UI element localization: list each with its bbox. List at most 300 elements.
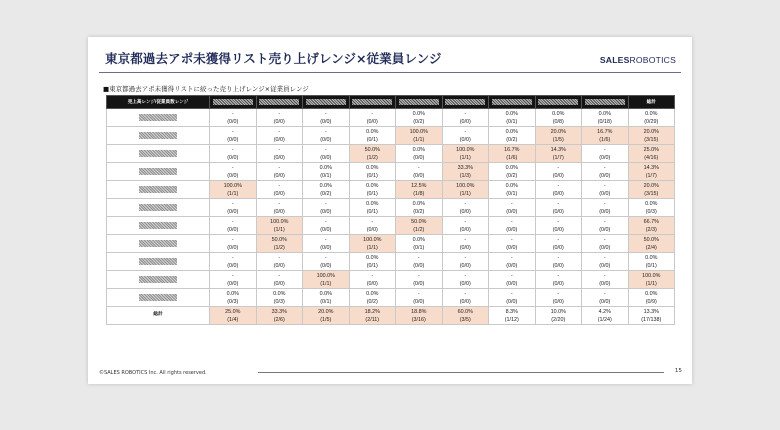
table-cell — [256, 109, 303, 127]
count-value: (3/16) — [411, 316, 426, 323]
count-value: (0/0) — [413, 154, 425, 161]
rate-value: 0.0% — [645, 290, 658, 297]
count-value: (0/1) — [506, 118, 518, 125]
rate-value: - — [557, 182, 560, 189]
table-cell — [349, 145, 396, 163]
rate-value: - — [510, 236, 513, 243]
row-label-masked — [107, 289, 210, 307]
count-value: (0/1) — [366, 190, 378, 197]
footer-divider — [258, 372, 664, 373]
table-cell — [396, 127, 443, 145]
count-value: (0/0) — [227, 208, 239, 215]
table-cell — [256, 253, 303, 271]
table-cell — [442, 199, 489, 217]
count-value: (2/20) — [551, 316, 566, 323]
rate-value: - — [324, 128, 327, 135]
column-header-total: 総計 — [628, 96, 675, 109]
count-value: (0/0) — [552, 298, 564, 305]
redacted-label — [213, 99, 253, 105]
count-value: (0/0) — [413, 262, 425, 269]
count-value: (0/18) — [597, 118, 612, 125]
row-label-masked — [107, 181, 210, 199]
table-cell — [489, 163, 536, 181]
row-label-masked — [107, 145, 210, 163]
table-cell — [535, 253, 582, 271]
count-value: (2/3) — [645, 226, 657, 233]
table-cell — [628, 307, 675, 325]
rate-value: - — [324, 146, 327, 153]
table-cell — [396, 109, 443, 127]
count-value: (0/0) — [227, 118, 239, 125]
table-cell — [210, 109, 257, 127]
table-cell — [349, 307, 396, 325]
count-value: (0/1) — [366, 262, 378, 269]
count-value: (1/7) — [552, 154, 564, 161]
rate-value: 100.0% — [316, 272, 335, 279]
table-cell — [210, 145, 257, 163]
table-cell — [442, 253, 489, 271]
rate-value: 0.0% — [505, 182, 518, 189]
table-row — [107, 289, 675, 307]
page-number: 15 — [674, 368, 682, 374]
table-cell — [535, 163, 582, 181]
table-row — [107, 253, 675, 271]
rate-value: - — [510, 290, 513, 297]
table-cell — [210, 199, 257, 217]
count-value: (0/0) — [599, 244, 611, 251]
table-cell — [303, 271, 350, 289]
table-cell — [210, 235, 257, 253]
table-cell — [628, 289, 675, 307]
table-cell — [582, 109, 629, 127]
table-cell — [489, 127, 536, 145]
rate-value: - — [557, 272, 560, 279]
rate-value: 0.0% — [319, 290, 332, 297]
rate-value: - — [464, 128, 467, 135]
rate-value: - — [510, 254, 513, 261]
count-value: (3/5) — [459, 316, 471, 323]
redacted-label — [538, 99, 578, 105]
count-value: (0/0) — [273, 208, 285, 215]
count-value: (0/2) — [366, 298, 378, 305]
count-value: (1/5) — [320, 316, 332, 323]
table-caption: ■東京都過去アポ未獲得リストに絞った売り上げレンジ×従業員レンジ — [103, 85, 309, 93]
rate-value: - — [603, 218, 606, 225]
count-value: (0/0) — [459, 208, 471, 215]
count-value: (0/2) — [506, 136, 518, 143]
table-cell — [628, 235, 675, 253]
rate-value: 0.0% — [319, 164, 332, 171]
rate-value: - — [557, 218, 560, 225]
rate-value: - — [231, 146, 234, 153]
table-cell — [396, 181, 443, 199]
table-cell — [349, 181, 396, 199]
table-cell — [582, 307, 629, 325]
count-value: (0/0) — [227, 244, 239, 251]
rate-value: - — [417, 164, 420, 171]
rate-value: 20.0% — [643, 182, 659, 189]
table-cell — [349, 217, 396, 235]
conversion-table — [106, 95, 675, 325]
table-cell — [303, 127, 350, 145]
rate-value: 20.0% — [550, 128, 566, 135]
table-row — [107, 181, 675, 199]
count-value: (0/0) — [599, 298, 611, 305]
table-cell — [349, 253, 396, 271]
count-value: (0/0) — [552, 226, 564, 233]
count-value: (0/0) — [320, 226, 332, 233]
table-body — [107, 109, 675, 325]
redacted-label — [139, 132, 177, 139]
rate-value: 0.0% — [412, 110, 425, 117]
table-cell — [349, 163, 396, 181]
rate-value: - — [324, 236, 327, 243]
table-cell — [210, 271, 257, 289]
rate-value: 0.0% — [645, 200, 658, 207]
rate-value: - — [510, 218, 513, 225]
rate-value: 12.5% — [411, 182, 427, 189]
row-label-masked — [107, 109, 210, 127]
count-value: (0/0) — [459, 244, 471, 251]
count-value: (2/4) — [645, 244, 657, 251]
count-value: (0/29) — [644, 118, 659, 125]
table-cell — [210, 217, 257, 235]
count-value: (0/1) — [366, 136, 378, 143]
table-cell — [489, 109, 536, 127]
table-cell — [442, 217, 489, 235]
column-header-masked — [349, 96, 396, 109]
table-cell — [256, 199, 303, 217]
count-value: (0/0) — [273, 118, 285, 125]
count-value: (3/15) — [644, 136, 659, 143]
rate-value: 0.0% — [366, 200, 379, 207]
table-cell — [582, 235, 629, 253]
table-cell — [303, 109, 350, 127]
rate-value: 0.0% — [366, 290, 379, 297]
count-value: (0/0) — [273, 172, 285, 179]
table-cell — [256, 235, 303, 253]
table-cell — [256, 127, 303, 145]
rate-value: 100.0% — [456, 182, 475, 189]
count-value: (0/0) — [552, 280, 564, 287]
table-cell — [489, 307, 536, 325]
table-cell — [256, 145, 303, 163]
table-cell — [303, 181, 350, 199]
count-value: (3/15) — [644, 190, 659, 197]
rate-value: 0.0% — [366, 164, 379, 171]
rate-value: - — [464, 218, 467, 225]
redacted-label — [139, 222, 177, 229]
table-cell — [396, 271, 443, 289]
rate-value: 100.0% — [223, 182, 242, 189]
redacted-label — [139, 240, 177, 247]
count-value: (0/3) — [273, 298, 285, 305]
row-label-masked — [107, 127, 210, 145]
rate-value: - — [278, 182, 281, 189]
table-cell — [349, 289, 396, 307]
rate-value: - — [603, 236, 606, 243]
count-value: (0/1) — [506, 190, 518, 197]
rate-value: - — [557, 236, 560, 243]
count-value: (1/1) — [413, 136, 425, 143]
column-header-masked — [256, 96, 303, 109]
table-cell — [628, 271, 675, 289]
table-cell — [396, 145, 443, 163]
redacted-label — [259, 99, 299, 105]
table-cell — [396, 199, 443, 217]
table-cell — [535, 181, 582, 199]
header-row — [107, 96, 675, 109]
redacted-label — [139, 204, 177, 211]
count-value: (0/0) — [459, 118, 471, 125]
count-value: (0/0) — [552, 244, 564, 251]
rate-value: 25.0% — [225, 308, 241, 315]
count-value: (0/0) — [320, 154, 332, 161]
count-value: (0/0) — [599, 280, 611, 287]
table-cell — [489, 199, 536, 217]
rate-value: 0.0% — [505, 110, 518, 117]
rate-value: - — [278, 164, 281, 171]
table-cell — [210, 127, 257, 145]
redacted-label — [139, 258, 177, 265]
redacted-label — [492, 99, 532, 105]
count-value: (0/0) — [506, 298, 518, 305]
rate-value: 0.0% — [273, 290, 286, 297]
table-cell — [628, 109, 675, 127]
count-value: (0/1) — [645, 262, 657, 269]
count-value: (0/0) — [506, 244, 518, 251]
count-value: (1/6) — [599, 136, 611, 143]
table-cell — [303, 163, 350, 181]
table-cell — [256, 217, 303, 235]
rate-value: 4.2% — [598, 308, 611, 315]
count-value: (0/3) — [227, 298, 239, 305]
table-row — [107, 163, 675, 181]
count-value: (1/3) — [459, 172, 471, 179]
table-cell — [535, 289, 582, 307]
rate-value: - — [324, 254, 327, 261]
count-value: (0/1) — [320, 172, 332, 179]
rate-value: - — [603, 182, 606, 189]
redacted-label — [139, 294, 177, 301]
table-cell — [442, 163, 489, 181]
rate-value: - — [278, 254, 281, 261]
count-value: (1/6) — [506, 154, 518, 161]
rate-value: 16.7% — [504, 146, 520, 153]
count-value: (1/12) — [504, 316, 519, 323]
rate-value: 0.0% — [645, 110, 658, 117]
table-cell — [442, 289, 489, 307]
table-row — [107, 127, 675, 145]
rate-value: - — [278, 128, 281, 135]
rate-value: 14.3% — [643, 164, 659, 171]
table-cell — [582, 181, 629, 199]
rate-value: 13.3% — [643, 308, 659, 315]
rate-value: - — [557, 254, 560, 261]
rate-value: 100.0% — [409, 128, 428, 135]
row-label-masked — [107, 217, 210, 235]
rate-value: - — [371, 272, 374, 279]
redacted-label — [139, 186, 177, 193]
count-value: (1/1) — [227, 190, 239, 197]
slide-title: 東京都過去アポ未獲得リスト売り上げレンジ×従業員レンジ — [105, 51, 442, 66]
column-header-masked — [210, 96, 257, 109]
count-value: (0/0) — [459, 262, 471, 269]
column-header-masked — [582, 96, 629, 109]
rate-value: - — [603, 164, 606, 171]
count-value: (0/0) — [459, 280, 471, 287]
rate-value: 100.0% — [642, 272, 661, 279]
count-value: (0/1) — [320, 298, 332, 305]
count-value: (0/2) — [413, 118, 425, 125]
rate-value: - — [324, 218, 327, 225]
table-cell — [256, 163, 303, 181]
rate-value: 18.2% — [364, 308, 380, 315]
table-cell — [582, 271, 629, 289]
count-value: (0/0) — [506, 208, 518, 215]
title-divider — [99, 72, 681, 73]
count-value: (1/4) — [227, 316, 239, 323]
rate-value: 0.0% — [552, 110, 565, 117]
table-cell — [489, 217, 536, 235]
count-value: (0/0) — [227, 154, 239, 161]
redacted-label — [139, 150, 177, 157]
rate-value: - — [231, 128, 234, 135]
table-cell — [396, 217, 443, 235]
redacted-label — [139, 168, 177, 175]
rate-value: 0.0% — [366, 254, 379, 261]
redacted-label — [445, 99, 485, 105]
rate-value: - — [557, 290, 560, 297]
table-cell — [628, 127, 675, 145]
rate-value: - — [603, 290, 606, 297]
count-value: (0/0) — [227, 172, 239, 179]
count-value: (0/0) — [599, 172, 611, 179]
table-cell — [396, 253, 443, 271]
count-value: (0/0) — [366, 118, 378, 125]
table-cell — [582, 253, 629, 271]
count-value: (1/7) — [645, 172, 657, 179]
rate-value: - — [603, 146, 606, 153]
table-cell — [489, 235, 536, 253]
count-value: (1/1) — [320, 280, 332, 287]
table-cell — [256, 307, 303, 325]
count-value: (0/0) — [413, 172, 425, 179]
count-value: (0/0) — [552, 190, 564, 197]
rate-value: 16.7% — [597, 128, 613, 135]
total-row-label: 総計 — [107, 307, 210, 325]
table-cell — [535, 235, 582, 253]
rate-value: 100.0% — [270, 218, 289, 225]
table-cell — [256, 289, 303, 307]
rate-value: 100.0% — [456, 146, 475, 153]
rate-value: 50.0% — [411, 218, 427, 225]
table-cell — [349, 127, 396, 145]
count-value: (0/0) — [413, 280, 425, 287]
rate-value: - — [231, 254, 234, 261]
count-value: (1/1) — [459, 190, 471, 197]
count-value: (0/3) — [645, 208, 657, 215]
count-value: (0/0) — [552, 172, 564, 179]
count-value: (1/2) — [273, 244, 285, 251]
count-value: (0/0) — [506, 226, 518, 233]
rate-value: - — [324, 110, 327, 117]
count-value: (0/0) — [227, 262, 239, 269]
rate-value: 33.3% — [457, 164, 473, 171]
count-value: (0/0) — [506, 262, 518, 269]
rate-value: - — [464, 272, 467, 279]
rate-value: 33.3% — [271, 308, 287, 315]
table-cell — [582, 127, 629, 145]
rate-value: 100.0% — [363, 236, 382, 243]
table-cell — [628, 199, 675, 217]
table-cell — [210, 307, 257, 325]
rate-value: 8.3% — [505, 308, 518, 315]
table-cell — [535, 145, 582, 163]
rate-value: 60.0% — [457, 308, 473, 315]
table-cell — [442, 235, 489, 253]
count-value: (0/0) — [413, 298, 425, 305]
table-cell — [349, 235, 396, 253]
count-value: (0/1) — [366, 172, 378, 179]
count-value: (0/0) — [320, 208, 332, 215]
count-value: (1/2) — [413, 226, 425, 233]
table-row — [107, 235, 675, 253]
count-value: (0/2) — [413, 208, 425, 215]
count-value: (2/11) — [365, 316, 380, 323]
count-value: (0/0) — [273, 154, 285, 161]
count-value: (0/0) — [227, 280, 239, 287]
table-cell — [396, 289, 443, 307]
table-cell — [489, 289, 536, 307]
rate-value: - — [464, 290, 467, 297]
rate-value: - — [324, 200, 327, 207]
rate-value: - — [278, 110, 281, 117]
row-label-masked — [107, 235, 210, 253]
table-cell — [256, 181, 303, 199]
rate-value: - — [464, 200, 467, 207]
count-value: (0/0) — [599, 154, 611, 161]
count-value: (1/8) — [413, 190, 425, 197]
rate-value: 0.0% — [412, 236, 425, 243]
rate-value: - — [557, 164, 560, 171]
row-label-masked — [107, 199, 210, 217]
rate-value: 18.8% — [411, 308, 427, 315]
rate-value: - — [371, 218, 374, 225]
rate-value: 0.0% — [319, 182, 332, 189]
rate-value: 50.0% — [271, 236, 287, 243]
table-cell — [489, 181, 536, 199]
table-cell — [396, 307, 443, 325]
rate-value: 66.7% — [643, 218, 659, 225]
table-cell — [210, 181, 257, 199]
redacted-label — [585, 99, 625, 105]
total-row — [107, 307, 675, 325]
count-value: (0/0) — [599, 262, 611, 269]
count-value: (0/9) — [645, 298, 657, 305]
table-cell — [442, 145, 489, 163]
rate-value: - — [231, 218, 234, 225]
table-cell — [628, 145, 675, 163]
count-value: (0/8) — [552, 118, 564, 125]
table-cell — [349, 271, 396, 289]
count-value: (0/0) — [599, 208, 611, 215]
count-value: (0/0) — [320, 118, 332, 125]
count-value: (0/0) — [506, 280, 518, 287]
table-cell — [442, 307, 489, 325]
rate-value: 0.0% — [645, 254, 658, 261]
table-cell — [210, 289, 257, 307]
